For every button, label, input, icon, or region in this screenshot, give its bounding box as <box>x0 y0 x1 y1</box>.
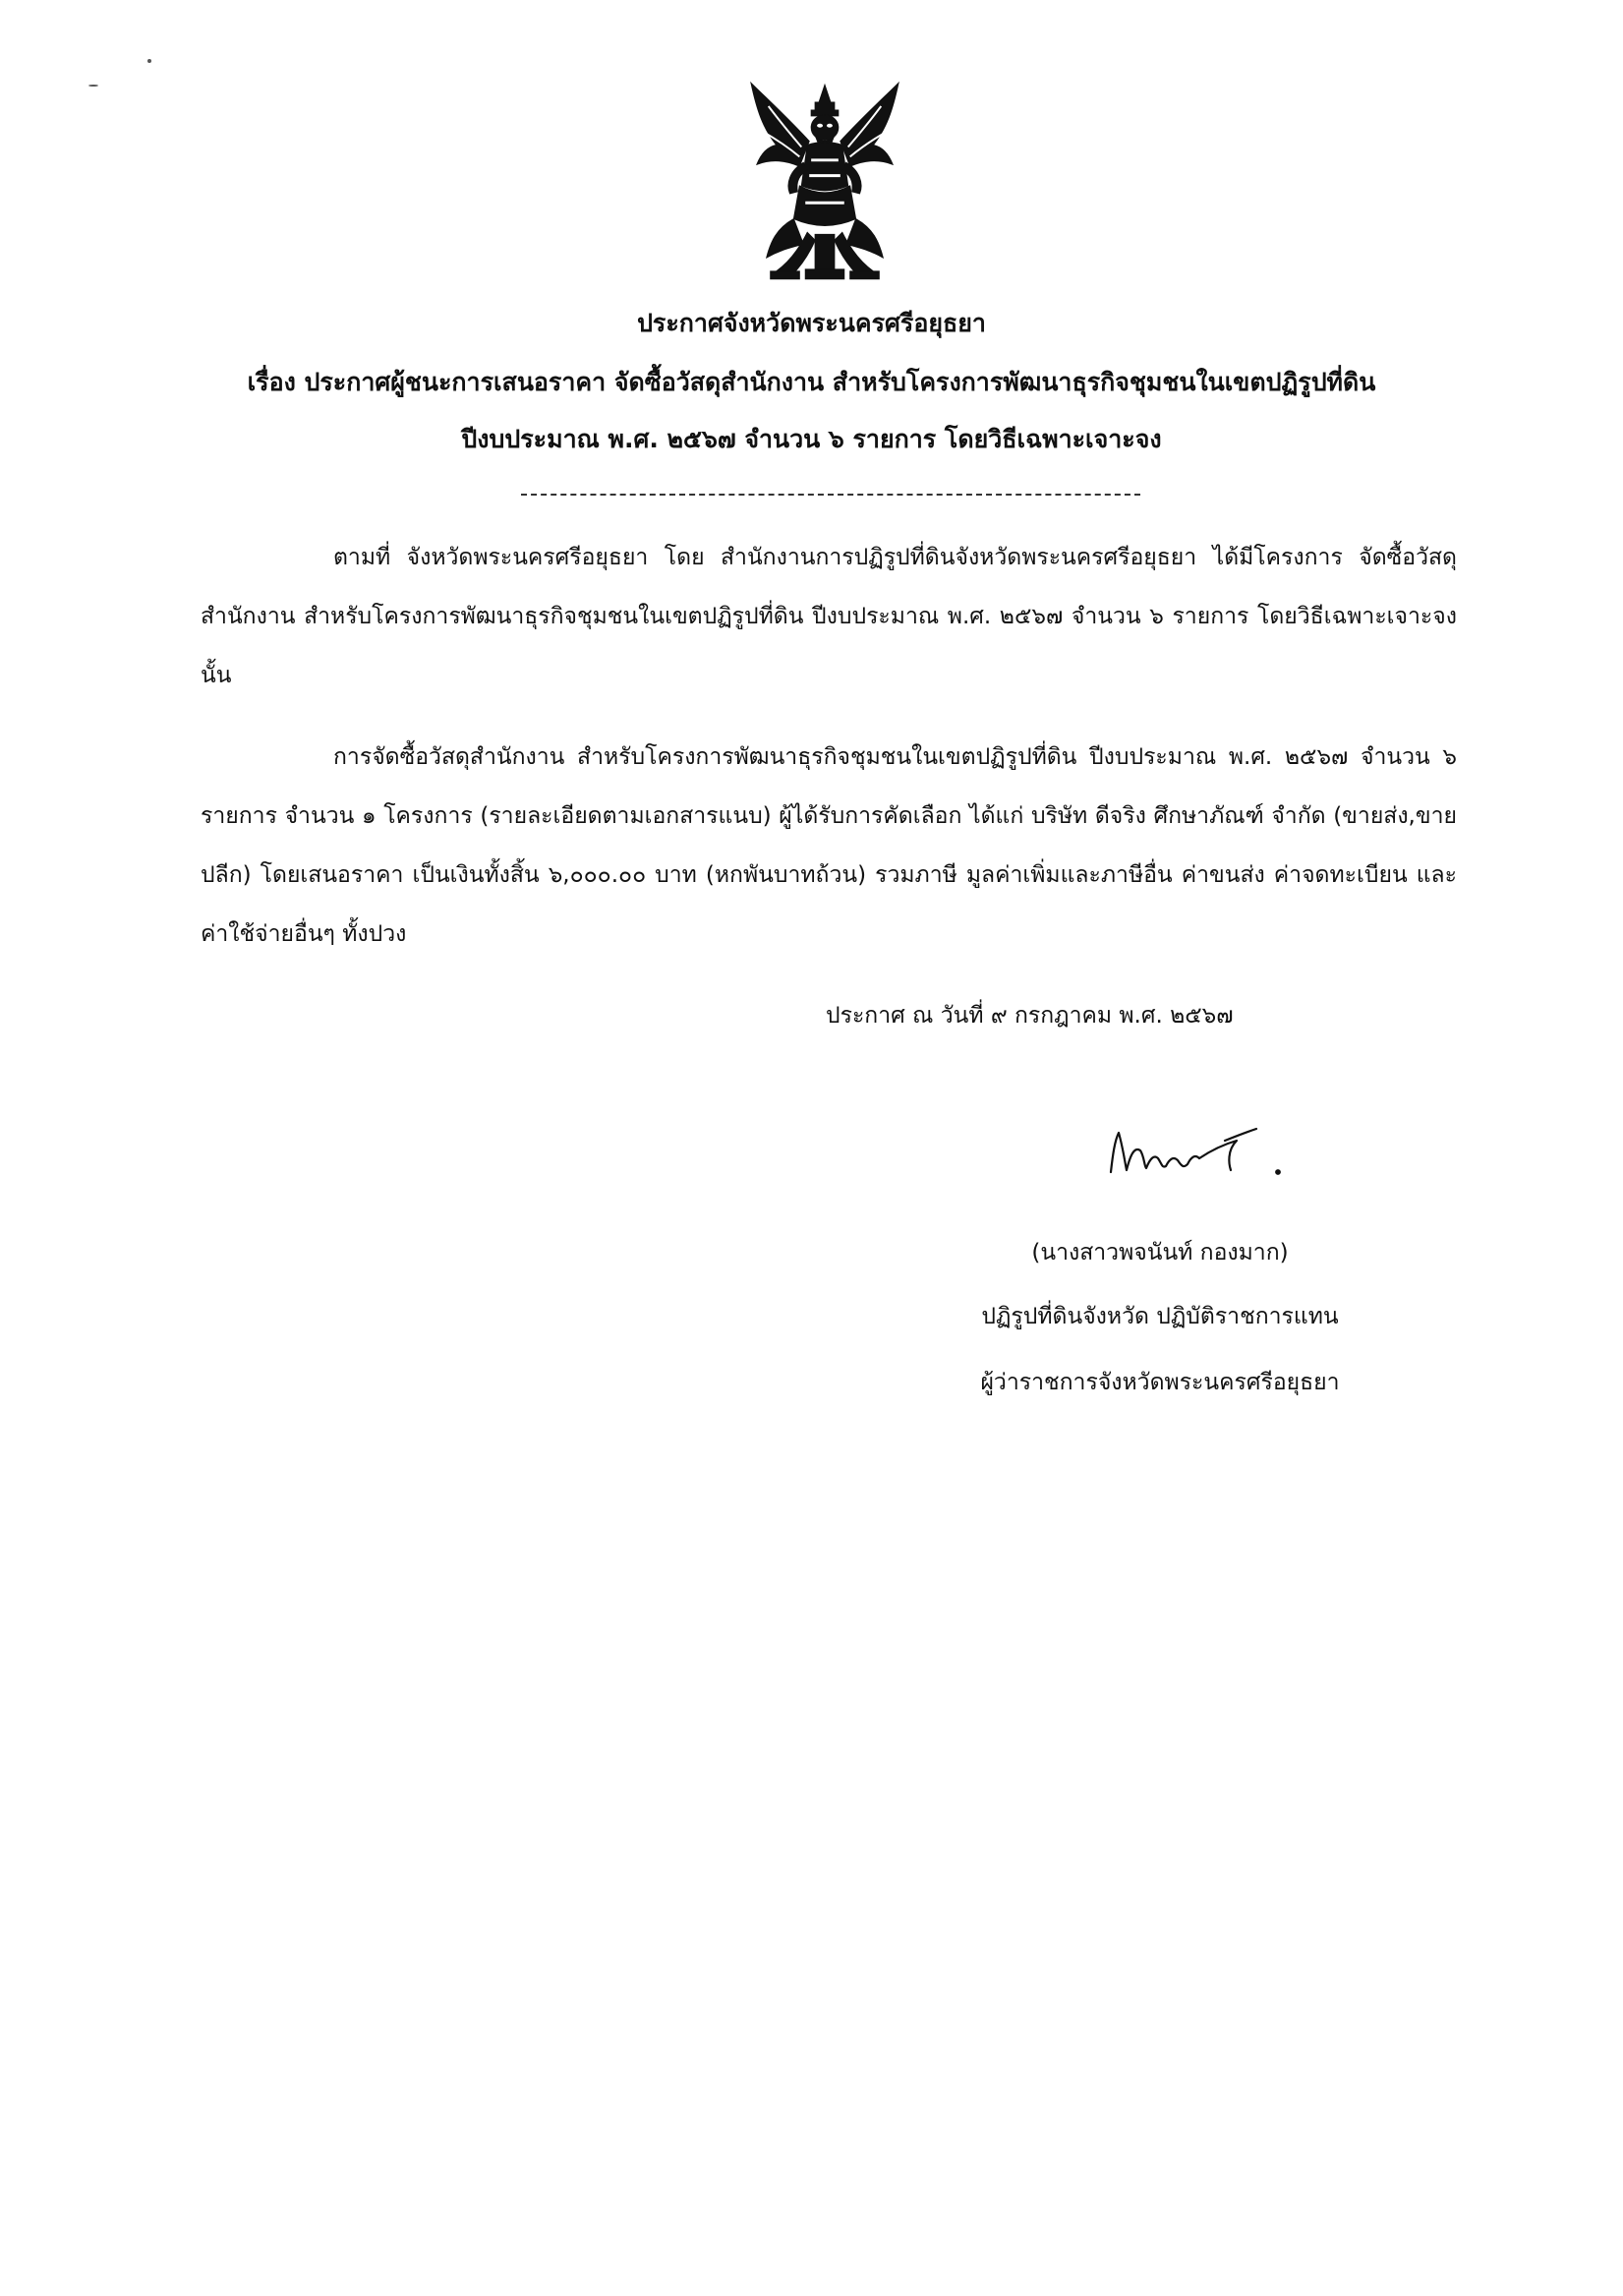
scan-speck <box>88 85 98 87</box>
announcement-subject: เรื่อง ประกาศผู้ชนะการเสนอราคา จัดซื้อวัสดุสำนักงาน สำหรับโครงการพัฒนาธุรกิจชุมชนในเขตปฏิรูปที่ดิน <box>247 368 1376 396</box>
signatory-position-line2: ผู้ว่าราชการจังหวัดพระนครศรีอยุธยา <box>980 1370 1340 1395</box>
announcement-title: ประกาศจังหวัดพระนครศรีอยุธยา <box>637 309 986 337</box>
announcement-subject-line2: ปีงบประมาณ พ.ศ. ๒๕๖๗ จำนวน ๖ รายการ โดยวิธีเฉพาะเจาะจง <box>461 425 1162 453</box>
handwritten-signature-icon <box>1101 1111 1298 1190</box>
body-paragraph-2: การจัดซื้อวัสดุสำนักงาน สำหรับโครงการพัฒนาธุรกิจชุมชนในเขตปฏิรูปที่ดิน ปีงบประมาณ พ.ศ. ๒๕๖๗ จำนวน ๖ รายการ จำนวน ๑ โครงการ (รายละเอียดตามเอกสารแนบ) ผู้ได้รับการคัดเลือก ได้แก่ บริษัท ดีจริง ศึกษาภัณฑ์ จำกัด (ขายส่ง,ขายปลีก) โดยเสนอราคา เป็นเงินทั้งสิ้น ๖,๐๐๐.๐๐ บาท (หกพันบาทถ้วน) รวมภาษี มูลค่าเพิ่มและภาษีอื่น ค่าขนส่ง ค่าจดทะเบียน และค่าใช้จ่ายอื่นๆ ทั้งปวง <box>201 744 1457 947</box>
scan-speck <box>147 59 151 63</box>
announcement-date: ประกาศ ณ วันที่ ๙ กรกฎาคม พ.ศ. ๒๕๖๗ <box>826 1003 1234 1029</box>
garuda-emblem-icon <box>747 77 902 291</box>
title-divider <box>521 494 1140 496</box>
signatory-position: ปฏิรูปที่ดินจังหวัด ปฏิบัติราชการแทน <box>981 1304 1339 1329</box>
signatory-name: (นางสาวพจนันท์ กองมาก) <box>1031 1240 1289 1266</box>
body-paragraph-1: ตามที่ จังหวัดพระนครศรีอยุธยา โดย สำนักงานการปฏิรูปที่ดินจังหวัดพระนครศรีอยุธยา ได้มีโครงการ จัดซื้อวัสดุสำนักงาน สำหรับโครงการพัฒนาธุรกิจชุมชนในเขตปฏิรูปที่ดิน ปีงบประมาณ พ.ศ. ๒๕๖๗ จำนวน ๖ รายการ โดยวิธีเฉพาะเจาะจง นั้น <box>201 545 1457 688</box>
